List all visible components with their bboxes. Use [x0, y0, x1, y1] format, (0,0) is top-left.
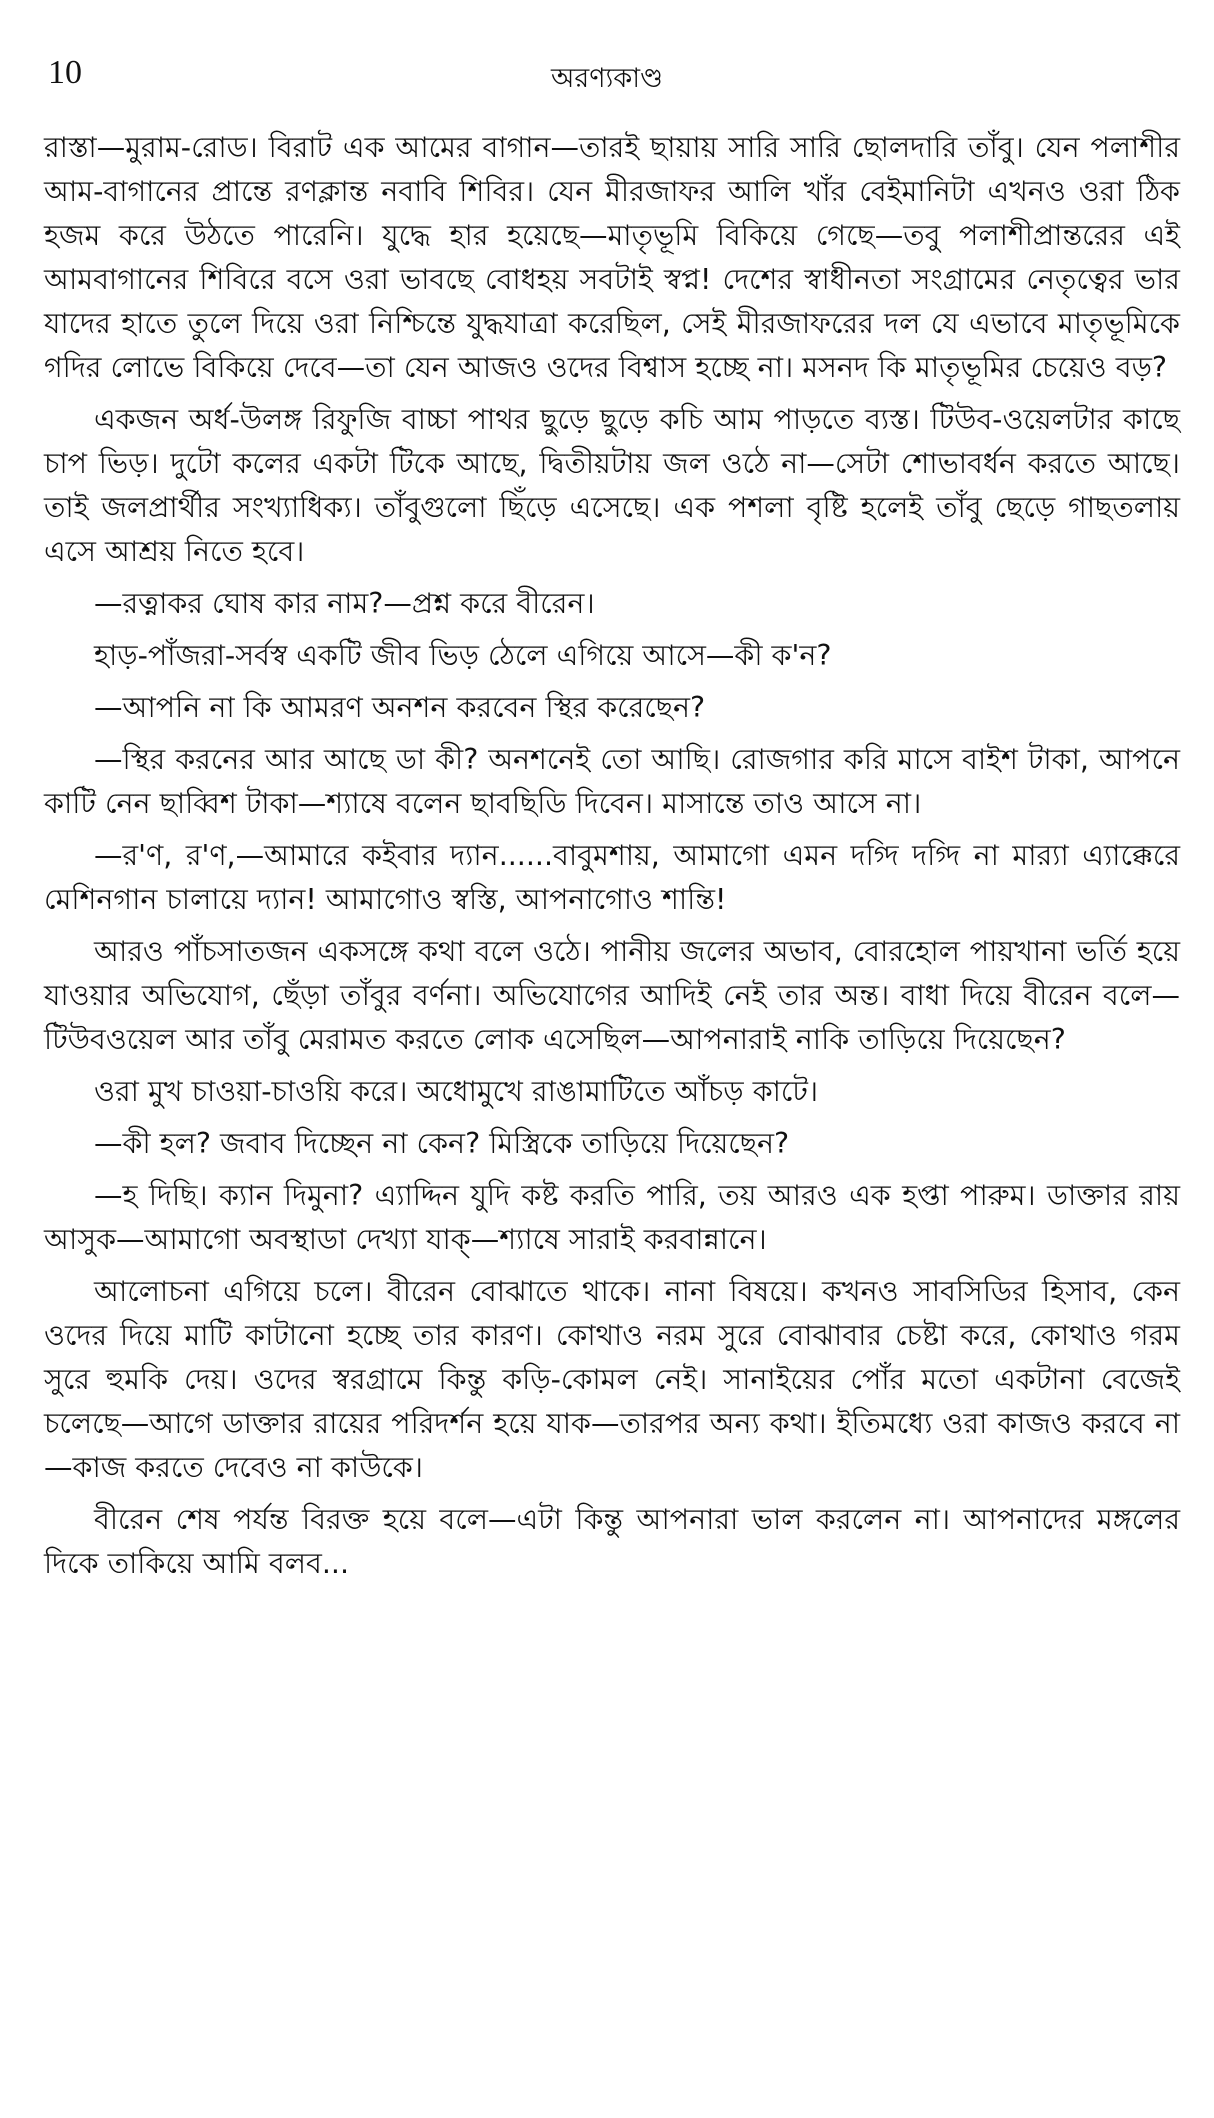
paragraph: —আপনি না কি আমরণ অনশন করবেন স্থির করেছেন?: [94, 691, 706, 724]
paragraph: —হ দিছি। ক্যান দিমুনা? এ্যাদ্দিন যুদি কষ্ট করতি পারি, তয় আরও এক হপ্তা পারুম। ডাক্তার রায় আসুক—আমাগো অবস্থাডা দেখ্যা যাক্—শ্যাষে সারাই করবান্নানে।: [44, 1179, 1180, 1256]
paragraph: বীরেন শেষ পর্যন্ত বিরক্ত হয়ে বলে—এটা কিন্তু আপনারা ভাল করলেন না। আপনাদের মঙ্গলের দিকে তাকিয়ে আমি বলব...: [44, 1503, 1180, 1580]
paragraph: আলোচনা এগিয়ে চলে। বীরেন বোঝাতে থাকে। নানা বিষয়ে। কখনও সাবসিডির হিসাব, কেন ওদের দিয়ে মাটি কাটানো হচ্ছে তার কারণ। কোথাও নরম সুরে বোঝাবার চেষ্টা করে, কোথাও গরম সুরে হুমকি দেয়। ওদের স্বরগ্রামে কিন্তু কড়ি-কোমল নেই। সানাইয়ের পোঁর মতো একটানা বেজেই চলেছে—আগে ডাক্তার রায়ের পরিদর্শন হয়ে যাক—তারপর অন্য কথা। ইতিমধ্যে ওরা কাজও করবে না—কাজ করতে দেবেও না কাউকে।: [44, 1275, 1180, 1484]
paragraph: —রত্নাকর ঘোষ কার নাম?—প্রশ্ন করে বীরেন।: [94, 587, 595, 620]
page-number: 10: [48, 54, 82, 91]
page-header: [44, 54, 1170, 98]
running-title: অরণ্যকাণ্ড: [550, 63, 663, 94]
body-text: [44, 126, 1180, 1594]
paragraph: —স্থির করনের আর আছে ডা কী? অনশনেই তো আছি। রোজগার করি মাসে বাইশ টাকা, আপনে কাটি নেন ছাব্বিশ টাকা—শ্যাষে বলেন ছাবছিডি দিবেন। মাসান্তে তাও আসে না।: [44, 743, 1180, 820]
paragraph: ওরা মুখ চাওয়া-চাওয়ি করে। অধোমুখে রাঙামাটিতে আঁচড় কাটে।: [94, 1075, 819, 1108]
paragraph: একজন অর্ধ-উলঙ্গ রিফুজি বাচ্চা পাথর ছুড়ে ছুড়ে কচি আম পাড়তে ব্যস্ত। টিউব-ওয়েলটার কাছে চাপ ভিড়। দুটো কলের একটা টিকে আছে, দ্বিতীয়টায় জল ওঠে না—সেটা শোভাবর্ধন করতে আছে। তাই জলপ্রার্থীর সংখ্যাধিক্য। তাঁবুগুলো ছিঁড়ে এসেছে। এক পশলা বৃষ্টি হলেই তাঁবু ছেড়ে গাছতলায় এসে আশ্রয় নিতে হবে।: [44, 403, 1180, 568]
paragraph: —র'ণ, র'ণ,—আমারে কইবার দ্যান......বাবুমশায়, আমাগো এমন দগ্দি দগ্দি না মার‍্যা এ্যাক্কেরে মেশিনগান চালায়ে দ্যান! আমাগোও স্বস্তি, আপনাগোও শান্তি!: [44, 839, 1180, 916]
paragraph: আরও পাঁচসাতজন একসঙ্গে কথা বলে ওঠে। পানীয় জলের অভাব, বোরহোল পায়খানা ভর্তি হয়ে যাওয়ার অভিযোগ, ছেঁড়া তাঁবুর বর্ণনা। অভিযোগের আদিই নেই তার অন্ত। বাধা দিয়ে বীরেন বলে—টিউবওয়েল আর তাঁবু মেরামত করতে লোক এসেছিল—আপনারাই নাকি তাড়িয়ে দিয়েছেন?: [44, 935, 1180, 1056]
paragraph: —কী হল? জবাব দিচ্ছেন না কেন? মিস্ত্রিকে তাড়িয়ে দিয়েছেন?: [94, 1127, 790, 1160]
paragraph: হাড়-পাঁজরা-সর্বস্ব একটি জীব ভিড় ঠেলে এগিয়ে আসে—কী ক'ন?: [94, 639, 832, 672]
paragraph: রাস্তা—মুরাম-রোড। বিরাট এক আমের বাগান—তারই ছায়ায় সারি সারি ছোলদারি তাঁবু। যেন পলাশীর আম-বাগানের প্রান্তে রণক্লান্ত নবাবি শিবির। যেন মীরজাফর আলি খাঁর বেইমানিটা এখনও ওরা ঠিক হজম করে উঠতে পারেনি। যুদ্ধে হার হয়েছে—মাতৃভূমি বিকিয়ে গেছে—তবু পলাশীপ্রান্তরের এই আমবাগানের শিবিরে বসে ওরা ভাবছে বোধহয় সবটাই স্বপ্ন! দেশের স্বাধীনতা সংগ্রামের নেতৃত্বের ভার যাদের হাতে তুলে দিয়ে ওরা নিশ্চিন্তে যুদ্ধযাত্রা করেছিল, সেই মীরজাফরের দল যে এভাবে মাতৃভূমিকে গদির লোভে বিকিয়ে দেবে—তা যেন আজও ওদের বিশ্বাস হচ্ছে না। মসনদ কি মাতৃভূমির চেয়েও বড়?: [44, 131, 1180, 384]
